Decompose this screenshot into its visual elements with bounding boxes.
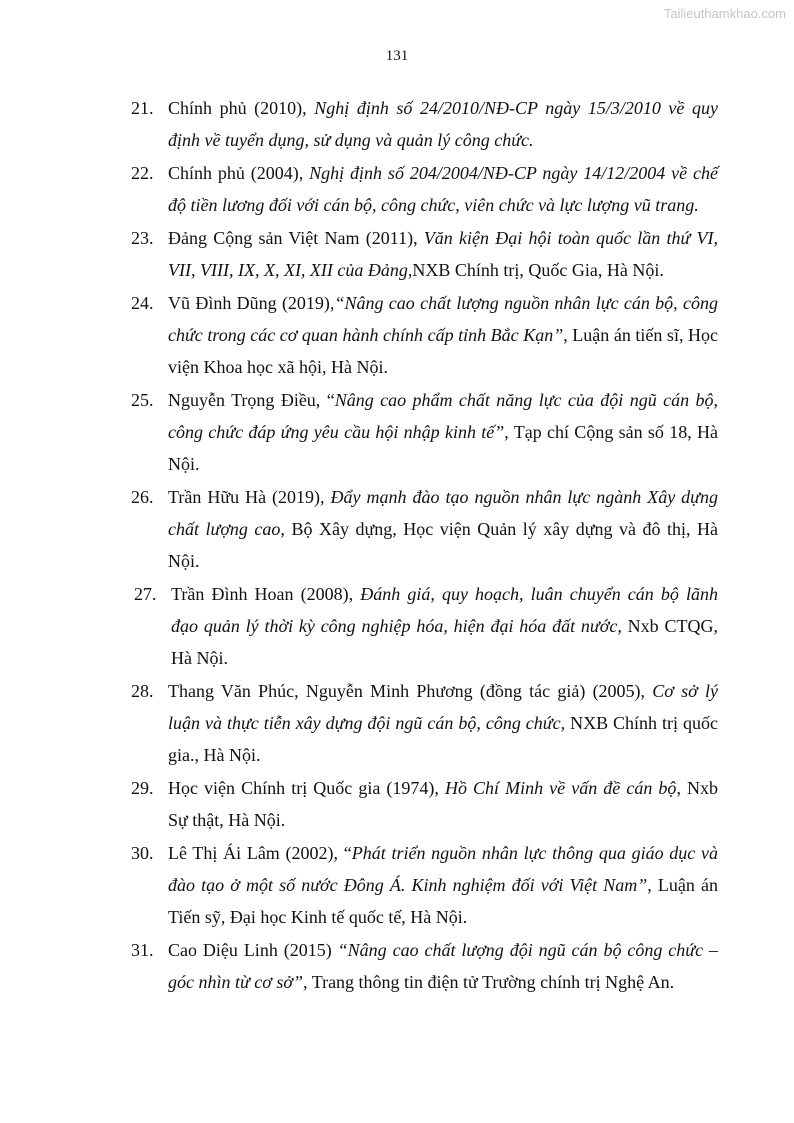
reference-publisher: Trang thông tin điện tử Trường chính trị Nghệ An. xyxy=(307,972,675,992)
reference-number: 25. xyxy=(131,390,154,410)
reference-number: 29. xyxy=(131,778,154,798)
reference-publisher: , Nxb Sự thật, Hà Nội. xyxy=(168,778,719,830)
reference-item xyxy=(0,837,794,933)
reference-number: 28. xyxy=(131,681,154,701)
reference-number: 27. xyxy=(134,584,157,604)
reference-title: Nghị định số 24/2010/NĐ-CP ngày 15/3/2010 về quy định về tuyển dụng, sử dụng và quản lý công chức. xyxy=(168,98,718,150)
reference-author: Trần Hữu Hà (2019), xyxy=(168,487,331,507)
reference-publisher: Bộ Xây dựng, Học viện Quản lý xây dựng và đô thị, Hà Nội. xyxy=(168,519,719,571)
reference-number: 23. xyxy=(131,228,154,248)
reference-author: Vũ Đình Dũng (2019), xyxy=(168,293,335,313)
reference-title: Nghị định số 204/2004/NĐ-CP ngày 14/12/2004 về chế độ tiền lương đối với cán bộ, công chức, viên chức và lực lượng vũ trang. xyxy=(168,163,718,215)
reference-title: Phát triển nguồn nhân lực thông qua giáo dục và đào tạo ở một số nước Đông Á. Kinh nghiệm đối với Việt Nam”, xyxy=(168,843,719,895)
reference-title: Nâng cao phẩm chất năng lực của đội ngũ cán bộ, công chức đáp ứng yêu cầu hội nhập kinh tế” xyxy=(168,390,718,442)
reference-title: Hồ Chí Minh về vấn đề cán bộ xyxy=(444,778,677,798)
reference-item xyxy=(0,481,794,577)
reference-publisher: Luận án Tiến sỹ, Đại học Kinh tế quốc tế, Hà Nội. xyxy=(168,875,719,927)
reference-title: Đánh giá, quy hoạch, luân chuyển cán bộ lãnh đạo quản lý thời kỳ công nghiệp hóa, hiện đại hóa đất nước, xyxy=(171,584,718,636)
reference-item xyxy=(0,578,794,674)
reference-number: 26. xyxy=(131,487,154,507)
reference-author: Cao Diệu Linh (2015) xyxy=(168,940,338,960)
reference-title: “Nâng cao chất lượng đội ngũ cán bộ công chức – góc nhìn từ cơ sở”, xyxy=(168,940,718,992)
reference-publisher: , Luận án tiến sĩ, Học viện Khoa học xã hội, Hà Nội. xyxy=(168,325,718,377)
reference-item xyxy=(0,157,794,221)
reference-title: Văn kiện Đại hội toàn quốc lần thứ VI, VII, VIII, IX, X, XI, XII của Đảng, xyxy=(168,228,718,280)
reference-number: 21. xyxy=(131,98,154,118)
reference-author: Lê Thị Ái Lâm (2002), “ xyxy=(168,843,352,863)
reference-title: Cơ sở lý luận và thực tiễn xây dựng đội ngũ cán bộ, công chức, xyxy=(168,681,718,733)
reference-author: Nguyễn Trọng Điều, “ xyxy=(168,390,335,410)
reference-list xyxy=(0,92,794,999)
reference-item xyxy=(0,92,794,156)
reference-author: Chính phủ (2004), xyxy=(168,163,310,183)
reference-author: Chính phủ (2010), xyxy=(168,98,315,118)
reference-item xyxy=(0,675,794,771)
reference-item xyxy=(0,287,794,383)
reference-number: 24. xyxy=(131,293,154,313)
page-number: 131 xyxy=(385,48,409,64)
reference-item xyxy=(0,934,794,998)
reference-author: Thang Văn Phúc, Nguyễn Minh Phương (đồng tác giả) (2005), xyxy=(168,681,653,701)
reference-publisher: Nxb CTQG, Hà Nội. xyxy=(171,616,719,668)
reference-title: Đẩy mạnh đào tạo nguồn nhân lực ngành Xây dựng chất lượng cao, xyxy=(168,487,718,539)
reference-number: 31. xyxy=(131,940,154,960)
watermark: Tailieuthamkhao.com xyxy=(663,6,786,21)
reference-title: “Nâng cao chất lượng nguồn nhân lực cán bộ, công chức trong các cơ quan hành chính cấp tỉnh Bắc Kạn” xyxy=(168,293,718,345)
reference-author: Học viện Chính trị Quốc gia (1974), xyxy=(168,778,445,798)
reference-item xyxy=(0,222,794,286)
reference-item xyxy=(0,384,794,480)
reference-publisher: NXB Chính trị, Quốc Gia, Hà Nội. xyxy=(412,260,664,280)
reference-number: 30. xyxy=(131,843,154,863)
reference-author: Đảng Cộng sản Việt Nam (2011), xyxy=(168,228,424,248)
reference-item xyxy=(0,772,794,836)
reference-publisher: NXB Chính trị quốc gia., Hà Nội. xyxy=(168,713,718,765)
reference-publisher: , Tạp chí Cộng sản số 18, Hà Nội. xyxy=(168,422,718,474)
reference-author: Trần Đình Hoan (2008), xyxy=(171,584,361,604)
reference-number: 22. xyxy=(131,163,154,183)
